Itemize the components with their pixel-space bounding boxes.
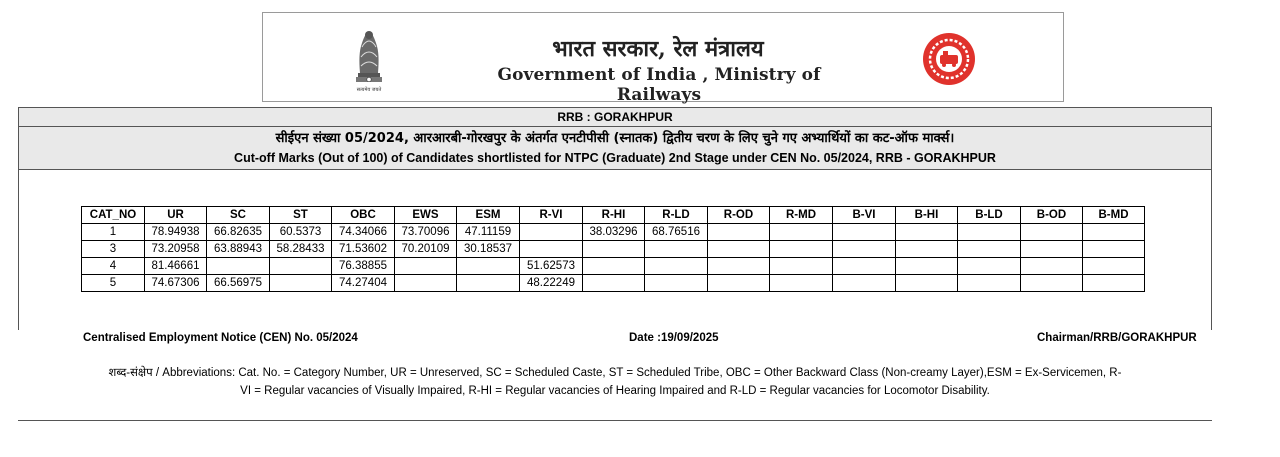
column-header: R-MD [770,207,833,224]
table-cell [896,241,958,258]
table-cell [833,275,896,292]
notice-title-english: Cut-off Marks (Out of 100) of Candidates shortlisted for NTPC (Graduate) 2nd Stage under CEN No. 05/2024, RRB - GORAKHPUR [234,151,996,165]
column-header: B-OD [1021,207,1083,224]
table-cell: 48.22249 [520,275,583,292]
table-cell [770,241,833,258]
cen-number: Centralised Employment Notice (CEN) No. 05/2024 [83,332,358,344]
column-header: R-VI [520,207,583,224]
table-cell [896,258,958,275]
table-cell: 73.70096 [395,224,457,241]
notice-title-hindi: सीईएन संख्या 05/2024, आरआरबी-गोरखपुर के अंतर्गत एनटीपीसी (स्नातक) द्वितीय चरण के लिए चुने गए अभ्यार्थियों का कट-ऑफ मार्क्स। [275,131,955,146]
table-cell: 51.62573 [520,258,583,275]
rrb-label: RRB : GORAKHPUR [18,107,1212,126]
table-row [82,224,1145,241]
table-cell [270,275,332,292]
table-cell: 5 [82,275,145,292]
bottom-rule [18,420,1212,421]
table-cell [583,275,645,292]
table-header [82,207,1145,224]
table-cell: 63.88943 [207,241,270,258]
table-cell: 81.46661 [145,258,207,275]
table-cell [1083,241,1145,258]
frame-left-border [18,170,19,330]
table-row [82,241,1145,258]
table-body [82,224,1145,292]
table-cell [1021,275,1083,292]
column-header: R-HI [583,207,645,224]
table-cell [1083,224,1145,241]
table-cell [1021,258,1083,275]
table-cell: 74.67306 [145,275,207,292]
table-cell: 68.76516 [645,224,708,241]
table-cell [833,224,896,241]
table-cell [708,224,770,241]
table-cell [1083,275,1145,292]
column-header: OBC [332,207,395,224]
table-cell [896,275,958,292]
table-cell: 3 [82,241,145,258]
table-cell: 73.20958 [145,241,207,258]
table-cell: 71.53602 [332,241,395,258]
indian-railways-logo-icon [921,31,977,87]
table-cell [833,241,896,258]
table-cell [958,241,1021,258]
table-cell: 38.03296 [583,224,645,241]
table-cell [583,258,645,275]
emblem-motto: सत्यमेव जयते [356,87,382,93]
table-cell: 66.82635 [207,224,270,241]
table-cell: 60.5373 [270,224,332,241]
table-cell: 30.18537 [457,241,520,258]
column-header: CAT_NO [82,207,145,224]
column-header: EWS [395,207,457,224]
table-cell [770,224,833,241]
table-cell [958,258,1021,275]
table-cell [457,258,520,275]
table-cell [520,241,583,258]
table-cell: 66.56975 [207,275,270,292]
table-cell: 78.94938 [145,224,207,241]
table-cell [520,224,583,241]
table-row [82,275,1145,292]
table-cell: 1 [82,224,145,241]
column-header: UR [145,207,207,224]
notice-date: Date :19/09/2025 [629,332,719,344]
table-cell [1083,258,1145,275]
table-cell [270,258,332,275]
column-header: ST [270,207,332,224]
table-row [82,258,1145,275]
abbreviations [80,364,1150,400]
letterhead-title-hindi: भारत सरकार, रेल मंत्रालय [552,36,764,62]
column-header: B-MD [1083,207,1145,224]
table-cell [1021,241,1083,258]
table-cell [896,224,958,241]
table-cell: 47.11159 [457,224,520,241]
column-header: SC [207,207,270,224]
table-cell [770,275,833,292]
notice-title [18,126,1212,170]
table-cell: 76.38855 [332,258,395,275]
table-header-row [82,207,1145,224]
column-header: R-LD [645,207,708,224]
table-cell: 74.34066 [332,224,395,241]
table-cell [1021,224,1083,241]
table-cell [708,241,770,258]
table-cell [395,258,457,275]
table-cell: 4 [82,258,145,275]
abbreviations-line-2: VI = Regular vacancies of Visually Impaired, R-HI = Regular vacancies of Hearing Impaired and R-LD = Regular vacancies for Locomotor Disability. [240,385,990,397]
column-header: B-VI [833,207,896,224]
table-cell [645,241,708,258]
column-header: R-OD [708,207,770,224]
table-cell [958,275,1021,292]
signatory: Chairman/RRB/GORAKHPUR [1037,332,1197,344]
cutoff-table [81,206,1145,292]
table-cell [958,224,1021,241]
letterhead [262,12,1064,105]
abbreviations-line-1: शब्द-संक्षेप / Abbreviations: Cat. No. = Category Number, UR = Unreserved, SC = Scheduled Caste, ST = Scheduled Tribe, OBC = Other Backward Class (Non-creamy Layer),ESM = Ex-Servicemen, R- [108,367,1122,379]
table-cell [457,275,520,292]
table-cell [207,258,270,275]
letterhead-title-english: Government of India , Ministry of Railways [497,65,821,105]
national-emblem-icon [347,21,391,95]
frame-right-border [1211,170,1212,330]
notice-header [18,107,1212,170]
table-cell [833,258,896,275]
table-cell [708,258,770,275]
column-header: ESM [457,207,520,224]
table-cell [708,275,770,292]
table-cell: 58.28433 [270,241,332,258]
table-cell [645,275,708,292]
table-cell [770,258,833,275]
table-cell [645,258,708,275]
table-cell: 70.20109 [395,241,457,258]
table-cell: 74.27404 [332,275,395,292]
column-header: B-LD [958,207,1021,224]
column-header: B-HI [896,207,958,224]
table-cell [583,241,645,258]
table-cell [395,275,457,292]
